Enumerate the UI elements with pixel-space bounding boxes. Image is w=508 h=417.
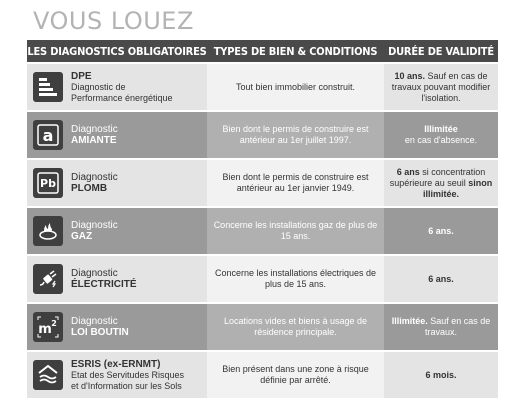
page-title: VOUS LOUEZ [33, 7, 194, 35]
diagnostic-cell [27, 64, 207, 110]
validity-text: en cas d'absence. [404, 135, 478, 145]
validity-cell [384, 256, 498, 302]
header-conditions: TYPES DE BIEN & CONDITIONS [213, 44, 378, 58]
diagnostic-label: Diagnostic [71, 220, 118, 231]
table-row-gaz [27, 208, 498, 254]
validity-cell [384, 304, 498, 350]
validity-bold: Illimitée. [391, 316, 428, 326]
header-diagnostics: LES DIAGNOSTICS OBLIGATOIRES [27, 44, 207, 58]
validity-text: Sauf en cas de travaux. [424, 316, 491, 337]
diagnostic-name: AMIANTE [71, 135, 117, 146]
surface-m2-icon [33, 312, 63, 342]
lead-pb-icon [33, 168, 63, 198]
validity-text: Sauf en cas de travaux pouvant modifier l'isolation. [391, 70, 491, 103]
validity-bold: Illimitée [424, 124, 458, 134]
diagnostic-cell [27, 112, 207, 158]
validity-cell [384, 160, 498, 206]
validity-bold: 6 ans. [428, 225, 454, 236]
table-row-esris [27, 352, 498, 398]
validity-bold: 6 ans. [428, 273, 454, 284]
diagnostic-name: GAZ [71, 231, 93, 242]
diagnostic-cell [27, 352, 207, 398]
validity-cell [384, 352, 498, 398]
table-row-electricite [27, 256, 498, 302]
diagnostic-subname: Performance énergétique [71, 92, 173, 103]
table-row-plomb [27, 160, 498, 206]
electric-plug-icon [33, 264, 63, 294]
conditions-cell: Concerne les installations électriques de plus de 15 ans. [207, 256, 384, 302]
svg-text:a: a [42, 126, 54, 145]
validity-text: si concentration supérieure au seuil [389, 166, 486, 188]
diagnostic-name: ESRIS (ex-ERNMT) [71, 358, 161, 370]
diagnostic-label: Diagnostic [71, 268, 118, 279]
energy-bars-icon [33, 72, 63, 102]
diagnostic-subname: Diagnostic de [71, 81, 126, 92]
validity-cell [384, 64, 498, 110]
diagnostic-label: Diagnostic [71, 172, 118, 183]
diagnostic-subname: Etat des Servitudes Risques [71, 369, 185, 380]
diagnostics-table [27, 40, 498, 398]
svg-text:m: m [38, 322, 52, 337]
conditions-cell: Locations vides et biens à usage de résidence principale. [207, 304, 384, 350]
table-header [27, 40, 498, 62]
diagnostic-cell [27, 256, 207, 302]
diagnostic-name: PLOMB [71, 183, 108, 194]
header-validity: DURÉE DE VALIDITÉ [388, 44, 494, 58]
conditions-cell: Bien présent dans une zone à risque définie par arrêté. [207, 352, 384, 398]
validity-cell [384, 112, 498, 158]
table-row-loi-boutin [27, 304, 498, 350]
asbestos-letter-a-icon [33, 120, 63, 150]
diagnostic-name: LOI BOUTIN [71, 327, 129, 338]
validity-cell [384, 208, 498, 254]
conditions-cell: Bien dont le permis de construire est antérieur au 1er juillet 1997. [207, 112, 384, 158]
diagnostic-label: Diagnostic [71, 316, 118, 327]
diagnostic-name: ÉLECTRICITÉ [71, 279, 137, 290]
diagnostic-cell [27, 160, 207, 206]
validity-bold: 6 mois. [425, 369, 457, 380]
risk-house-waves-icon [33, 360, 63, 390]
conditions-cell: Bien dont le permis de construire est antérieur au 1er janvier 1949. [207, 160, 384, 206]
diagnostic-cell [27, 208, 207, 254]
validity-bold: 6 ans [396, 166, 420, 177]
conditions-cell: Concerne les installations gaz de plus de 15 ans. [207, 208, 384, 254]
diagnostic-subname: et d'Information sur les Sols [71, 380, 182, 391]
svg-text:Pb: Pb [40, 177, 56, 190]
diagnostic-label: Diagnostic [71, 124, 118, 135]
gas-flame-icon [33, 216, 63, 246]
conditions-cell: Tout bien immobilier construit. [207, 64, 384, 110]
diagnostic-cell [27, 304, 207, 350]
svg-text:2: 2 [51, 319, 57, 328]
table-row-dpe [27, 64, 498, 110]
validity-bold: 10 ans. [394, 70, 425, 81]
diagnostic-name: DPE [71, 70, 92, 82]
table-row-amiante [27, 112, 498, 158]
validity-bold-extra: sinon illimitée. [422, 177, 493, 199]
